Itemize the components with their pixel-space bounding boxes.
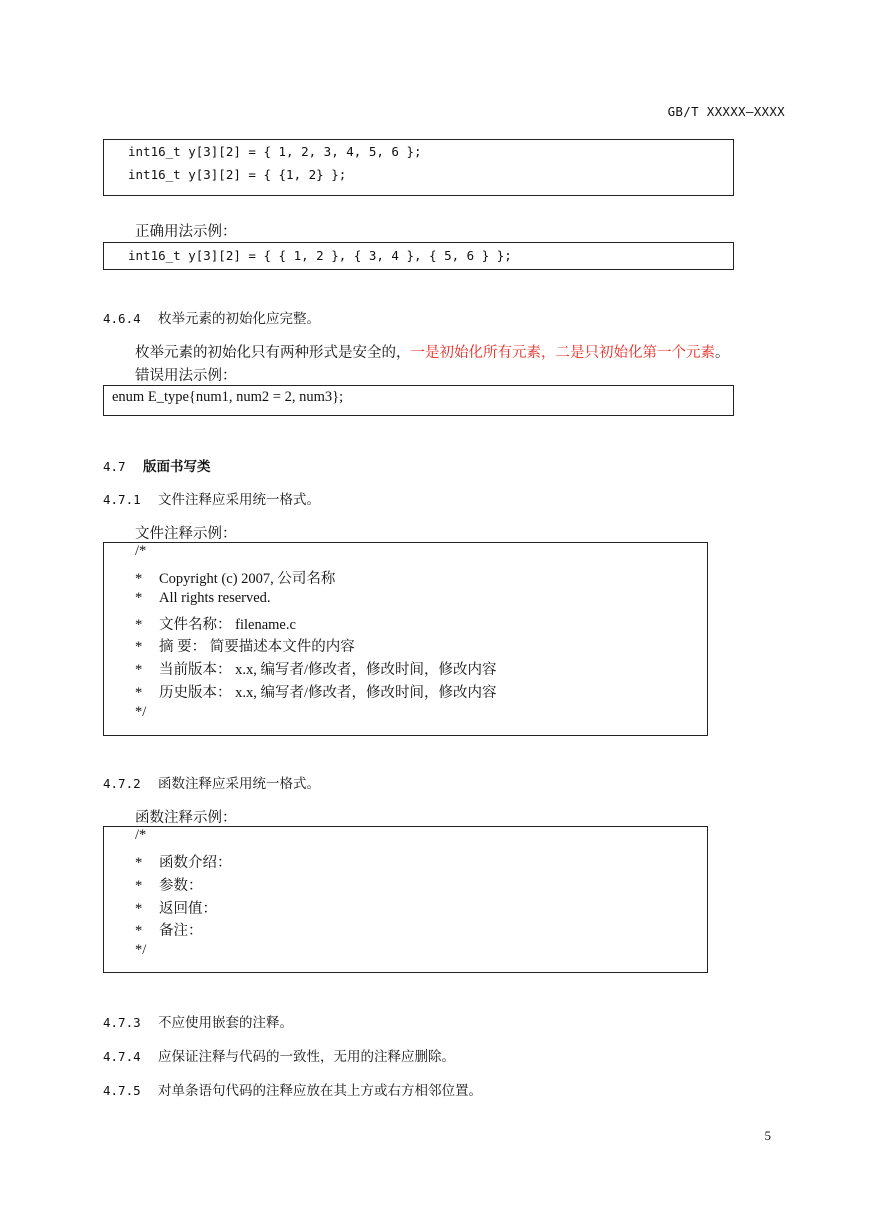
comment-line: * 返回值： bbox=[135, 901, 217, 917]
section-title: 版面书写类 bbox=[143, 459, 211, 475]
section-number: 4.7.5 bbox=[103, 1083, 141, 1098]
comment-line: * 函数介绍： bbox=[135, 855, 232, 871]
code-line: int16_t y[3][2] = { {1, 2} }; bbox=[128, 167, 347, 182]
code-line: int16_t y[3][2] = { { 1, 2 }, { 3, 4 }, { 5, 6 } }; bbox=[128, 248, 512, 263]
comment-line: */ bbox=[135, 942, 147, 958]
section-heading-4-7-1 bbox=[103, 488, 320, 508]
code-box-enum-wrong bbox=[103, 385, 734, 416]
page-number: 5 bbox=[764, 1128, 771, 1143]
code-box-correct-init bbox=[103, 242, 734, 270]
comment-line: /* bbox=[135, 827, 147, 843]
document-code: GB/T XXXXX—XXXX bbox=[667, 104, 785, 119]
code-box-function-comment bbox=[103, 826, 708, 973]
comment-line: /* bbox=[135, 543, 147, 559]
section-title: 文件注释应采用统一格式。 bbox=[158, 492, 320, 508]
section-title: 不应使用嵌套的注释。 bbox=[158, 1015, 293, 1031]
section-number: 4.7.1 bbox=[103, 492, 141, 507]
section-heading-4-7-5 bbox=[103, 1079, 482, 1099]
comment-line: * 参数： bbox=[135, 878, 203, 894]
comment-line: */ bbox=[135, 704, 147, 720]
comment-line: * 备注： bbox=[135, 923, 203, 939]
comment-line: * 历史版本： x.x, 编写者/修改者，修改时间，修改内容 bbox=[135, 685, 497, 701]
code-line: enum E_type{num1, num2 = 2, num3}; bbox=[112, 389, 344, 405]
section-heading-4-7-3 bbox=[103, 1011, 293, 1031]
section-heading-4-7-4 bbox=[103, 1045, 455, 1065]
comment-line: * 文件名称： filename.c bbox=[135, 617, 296, 633]
description-text: 枚举元素的初始化只有两种形式是安全的， bbox=[135, 345, 411, 361]
section-title: 枚举元素的初始化应完整。 bbox=[158, 311, 320, 327]
section-heading-4-6-4 bbox=[103, 307, 320, 327]
wrong-usage-label: 错误用法示例： bbox=[135, 368, 237, 384]
section-number: 4.7.3 bbox=[103, 1015, 141, 1030]
code-box-file-comment bbox=[103, 542, 708, 736]
section-number: 4.7 bbox=[103, 459, 126, 474]
correct-usage-label: 正确用法示例： bbox=[135, 224, 237, 240]
section-title: 应保证注释与代码的一致性，无用的注释应删除。 bbox=[158, 1049, 455, 1065]
description-end: 。 bbox=[715, 345, 730, 361]
section-title: 函数注释应采用统一格式。 bbox=[158, 776, 320, 792]
section-number: 4.6.4 bbox=[103, 311, 141, 326]
section-heading-4-7 bbox=[103, 455, 211, 475]
comment-line: * All rights reserved. bbox=[135, 590, 271, 606]
comment-line: * 摘 要： 简要描述本文件的内容 bbox=[135, 639, 355, 655]
enum-description bbox=[135, 341, 730, 362]
function-comment-example-label: 函数注释示例： bbox=[135, 810, 237, 826]
code-box-incorrect-init bbox=[103, 139, 734, 196]
description-highlight: 一是初始化所有元素，二是只初始化第一个元素 bbox=[410, 345, 715, 361]
section-number: 4.7.4 bbox=[103, 1049, 141, 1064]
code-line: int16_t y[3][2] = { 1, 2, 3, 4, 5, 6 }; bbox=[128, 144, 422, 159]
comment-line: * 当前版本： x.x, 编写者/修改者，修改时间，修改内容 bbox=[135, 662, 497, 678]
section-number: 4.7.2 bbox=[103, 776, 141, 791]
file-comment-example-label: 文件注释示例： bbox=[135, 526, 237, 542]
section-heading-4-7-2 bbox=[103, 772, 320, 792]
comment-line: * Copyright (c) 2007, 公司名称 bbox=[135, 571, 336, 587]
section-title: 对单条语句代码的注释应放在其上方或右方相邻位置。 bbox=[158, 1083, 482, 1099]
